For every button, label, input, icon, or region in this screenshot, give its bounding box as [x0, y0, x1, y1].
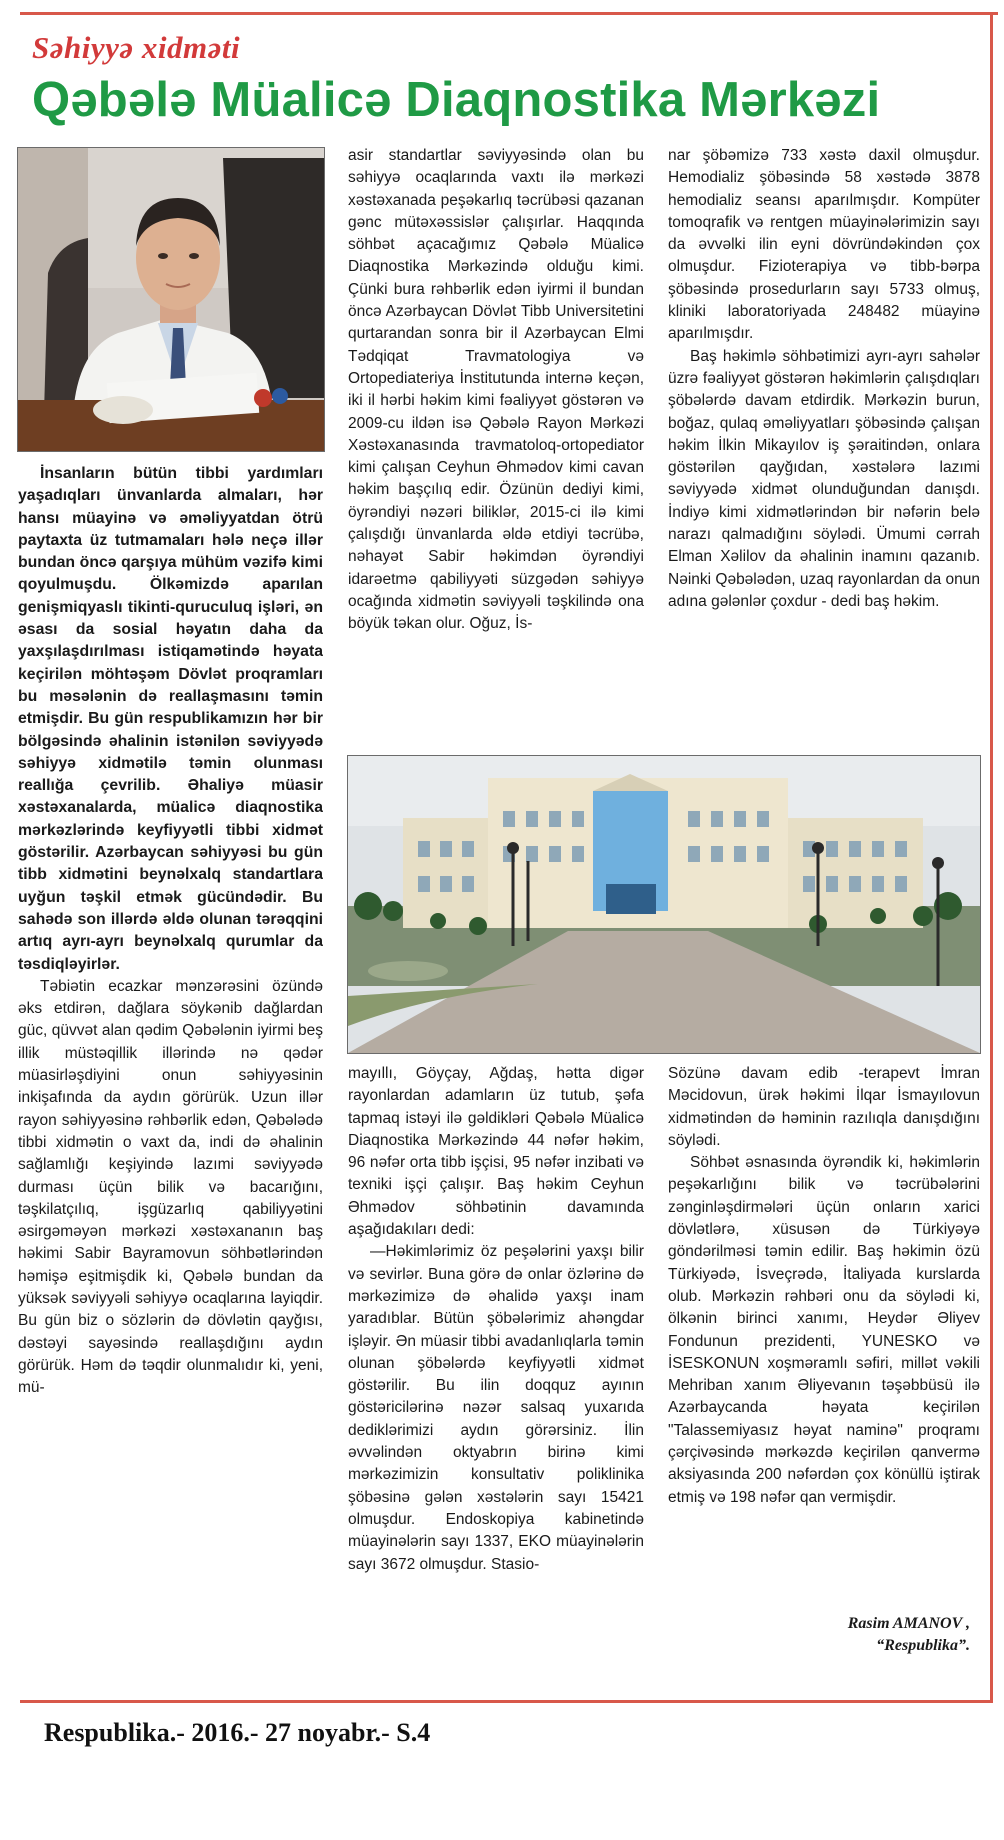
body-paragraph: —Həkimlərimiz öz peşələrini yaxşı bilir və sevirlər. Buna görə də onlar özlərinə də mərkəzimizə də əhalidə yaxşı inam yaradıblar. Bütün şöbələrimiz ahəngdar işləyir. Ən müasir tibbi avadanlıqlarla təmin olunan şöbələrdə keyfiyyətli xidmət göstərilir. Bu ilin doqquz ayının göstəricilərinə nəzər salsaq yuxarıda dediklərimizi aydın görərsiniz. İlin əvvəlindən oktyabrın birinə kimi mərkəzimizin konsultativ poliklinika şöbəsinə gələn xəstələrin sayı 15421 olmuşdur. Endoskopiya kabinetində müayinələrin sayı 1337, EKO müayinələrin sayı 3672 olmuşdur. Stasio- [348, 1243, 644, 1573]
author-newspaper: “Respublika”. [876, 1637, 970, 1654]
lead-paragraph: İnsanların bütün tibbi yardımları yaşadıqları ünvanlarda almaları, hər hansı müayinə və əməliyyatdan ötrü paytaxta üz tutmamaları hələ neçə illər bundan öncə qarşıya mühüm vəzifə kimi qoyulmuşdu. Ölkəmizdə aparılan genişmiqyaslı tikinti-quruculuq işləri, ən əsası da sosial həyatın daha da yaxşılaşdırılması istiqamətində həyata keçirilən möhtəşəm Dövlət proqramları bu məsələnin də reallaşmasını təmin etmişdir. Bu gün respublikamızın hər bir bölgəsində əhalinin istənilən səviyyədə səhiyyə xidmətilə təmin olunması reallığa çevrilib. Əhaliyə müasir xəstəxanalarda, müalicə diaqnostika mərkəzlərində keyfiyyətli tibbi xidmət göstərilir. Azərbaycan səhiyyəsi bu gün tibb xidmətini beynəlxalq standartlara uyğun təşkil etmək gücündədir. Bu sahədə son illərdə əldə olunan tərəqqini artıq ayrı-ayrı beynəlxalq qurumlar da təsdiqləyirlər. [18, 465, 323, 973]
body-paragraph: Təbiətin ecazkar mənzərəsini özündə əks etdirən, dağlara söykənib dağlardan güc, qüvvət alan qədim Qəbələnin iyirmi beş illik müstəqillik illərində nə qədər müasirləşdiyini onun səhiyyəsinin inkişafında da aydın görürük. Uzun illər rayon səhiyyəsinə rəhbərlik edən, Qəbələdə tibbi xidmətin o vaxt da, indi də əhalinin sağlamlığı keşiyində lazımi səviyyədə durması üçün bilik və bacarığını, təşkilatçılıq, işgüzarlıq qabiliyyətini əsirgəməyən mərkəzi xəstəxananın baş həkimi Sabir Bayramovun söhbətlərindən həmişə eşitmişdik ki, Qəbələ bundan da yüksək səviyyəli səhiyyə ocaqlarına layiqdir. Bu gün biz o sözlərin də dövlətin qayğısı, dəstəyi sayəsində reallaşdığını aydın görürük. Həm də təqdir olunmalıdır ki, yeni, mü- [18, 977, 323, 1397]
body-paragraph: asir standartlar səviyyəsində olan bu səhiyyə ocaqlarında vaxtı ilə mərkəzi xəstəxanada peşəkarlıq təcrübəsi qazanan gənc mütəxəssislər çalışırlar. Haqqında söhbət açacağımız Qəbələ Müalicə Diaqnostika Mərkəzində olduğu kimi. Çünki bura rəhbərlik edən iyirmi il bundan öncə Azərbaycan Dövlət Tibb Universitetini qurtarandan sonra bir il Azərbaycan Elmi Tədqiqat Travmatologiya və Ortopediateriya İnstitutunda internə keçən, iki il hərbi həkim kimi fəaliyyət göstərən və 2009-cu ildən isə Qəbələ Rayon Mərkəzi Xəstəxanasında travmatoloq-ortopediator kimi çalışan Ceyhun Əhmədov kimi cavan həkim başçılıq edir. Özünün dediyi kimi, öyrəndiyi nəzəri biliklər, 2015-ci ilə kimi çalışdığı ünvanlarda əldə etdiyi təcrübə, nəhayət Sabir həkimdən öyrəndiyi idarəetmə qabiliyyəti süzgədən səhiyyə ocağında xidmətin səviyyəli təşkilində ona böyük təkan olur. Oğuz, İs- [348, 147, 644, 633]
column-2-bottom [348, 1063, 644, 1675]
right-rule [990, 12, 993, 1702]
bottom-rule [20, 1700, 993, 1703]
portrait-photo [17, 147, 325, 452]
body-paragraph: mayıllı, Göyçay, Ağdaş, hətta digər rayonlardan adamların üz tutub, şəfa tapmaq istəyi ilə gəldikləri Qəbələ Müalicə Diaqnostika Mərkəzində 44 nəfər həkim, 96 nəfər orta tibb işçisi, 95 nəfər inzibati və texniki işçi çalışır. Baş həkim Ceyhun Əhmədov söhbətinin davamında aşağıdakıları dedi: [348, 1065, 644, 1239]
rubric-label: Səhiyyə xidməti [32, 30, 241, 65]
column-3-bottom [668, 1063, 980, 1603]
headline: Qəbələ Müalicə Diaqnostika Mərkəzi [32, 73, 881, 127]
column-3-top [668, 145, 980, 750]
top-rule [20, 12, 998, 15]
building-photo [347, 755, 981, 1054]
column-1 [18, 463, 323, 1663]
body-paragraph: Sözünə davam edib -terapevt İmran Məcidovun, ürək həkimi İlqar İsmayılovun xidmətindən də həminin razılıqla danışdığını söylədi. [668, 1065, 980, 1149]
body-paragraph: Söhbət əsnasında öyrəndik ki, həkimlərin peşəkarlığını bilik və təcrübələrini zənginləşdirmələri üçün onların xarici dövlətlərə, xüsusən də Türkiyəyə göndərilməsi təmin edilir. Baş həkimin özü Türkiyədə, İsveçrədə, İtaliyada kurslarda olub. Mərkəzin rəhbəri onu da söylədi ki, ölkənin birinci xanımı, Heydər Əliyev Fondunun prezidenti, YUNESKO və İSESKONUN xoşməramlı səfiri, millət vəkili Mehriban xanım Əliyevanın təşəbbüsü ilə Azərbaycanda həyata keçirilən "Talassemiyasız həyat naminə" proqramı çərçivəsində mərkəzdə keçirilən qanvermə aksiyasında 200 nəfərdən çox könüllü iştirak etmiş və 198 nəfər qan vermişdir. [668, 1154, 980, 1506]
author-name: Rasim AMANOV , [847, 1615, 970, 1632]
source-citation: Respublika.- 2016.- 27 noyabr.- S.4 [44, 1718, 431, 1747]
byline [668, 1613, 970, 1657]
body-paragraph: Baş həkimlə söhbətimizi ayrı-ayrı sahələr üzrə fəaliyyət göstərən həkimlərin çalışdıqları şöbələrdə davam etdirdik. Mərkəzin burun, boğaz, qulaq əməliyyatları şöbəsində çalışan həkim İlkin Mikayılov iş şəraitindən, onlara göstərilən qayğıdan, xəstələrə lazımi səviyyədə xidmət olunduğundan danışdı. İndiyə kimi xidmətlərindən bir nəfərin belə narazı qalmadığını söylədi. Ümumi cərrah Elman Xəlilov da əhalinin inamını qazanıb. Nəinki Qəbələdən, uzaq rayonlardan da onun adına gələnlər çoxdur - dedi baş həkim. [668, 347, 980, 610]
column-2-top [348, 145, 644, 750]
body-paragraph: nar şöbəmizə 733 xəstə daxil olmuşdur. Hemodializ şöbəsində 58 xəstədə 3878 hemodializ seansı aparılmışdır. Kompüter tomoqrafik və rentgen müayinələrimizin sayı da əvvəlki ilin eyni dövründəkindən çox olmuşdur. Fizioterapiya və tibb-bərpa şöbəsində prosedurların sayı 5733 olmuş, kliniki laboratoriyada 248482 müayinə aparılmışdır. [668, 147, 980, 343]
